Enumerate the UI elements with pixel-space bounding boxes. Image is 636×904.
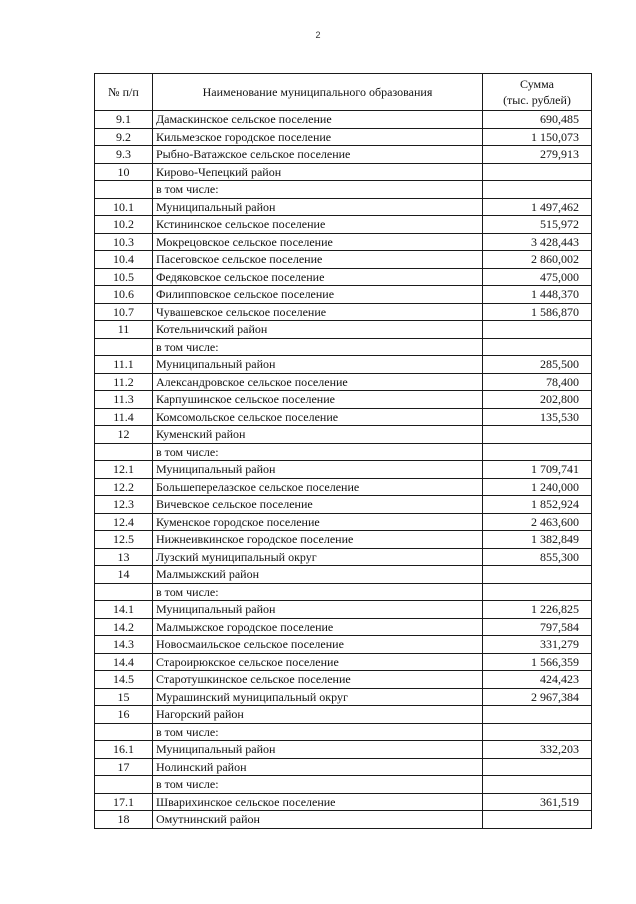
row-name: Котельничский район — [153, 321, 483, 339]
row-name: Карпушинское сельское поселение — [153, 391, 483, 409]
table-row — [95, 618, 592, 636]
table-row — [95, 391, 592, 409]
table-row — [95, 338, 592, 356]
row-sum: 1 382,849 — [483, 531, 592, 549]
row-number: 13 — [95, 548, 153, 566]
row-sum: 3 428,443 — [483, 233, 592, 251]
table-row — [95, 443, 592, 461]
row-name: Рыбно-Ватажское сельское поселение — [153, 146, 483, 164]
row-name: Федяковское сельское поселение — [153, 268, 483, 286]
table-header-row — [95, 74, 592, 111]
row-number: 11.4 — [95, 408, 153, 426]
table-row — [95, 636, 592, 654]
row-number: 9.2 — [95, 128, 153, 146]
row-sum: 1 497,462 — [483, 198, 592, 216]
row-number: 10.3 — [95, 233, 153, 251]
row-sum: 2 463,600 — [483, 513, 592, 531]
row-name: в том числе: — [153, 583, 483, 601]
table-row — [95, 426, 592, 444]
row-number: 10 — [95, 163, 153, 181]
row-name: Кирово-Чепецкий район — [153, 163, 483, 181]
row-name: Куменский район — [153, 426, 483, 444]
row-name: в том числе: — [153, 723, 483, 741]
row-sum: 1 852,924 — [483, 496, 592, 514]
row-sum: 279,913 — [483, 146, 592, 164]
row-name: Шварихинское сельское поселение — [153, 793, 483, 811]
table-row — [95, 758, 592, 776]
row-name: Омутнинский район — [153, 811, 483, 829]
row-number: 14.2 — [95, 618, 153, 636]
row-sum: 2 967,384 — [483, 688, 592, 706]
row-name: Малмыжское городское поселение — [153, 618, 483, 636]
row-name: Кильмезское городское поселение — [153, 128, 483, 146]
table-row — [95, 408, 592, 426]
row-number — [95, 338, 153, 356]
table-row — [95, 251, 592, 269]
row-sum — [483, 776, 592, 794]
row-number: 12.2 — [95, 478, 153, 496]
row-number: 14.5 — [95, 671, 153, 689]
table-row — [95, 461, 592, 479]
row-name: Чувашевское сельское поселение — [153, 303, 483, 321]
table-row — [95, 811, 592, 829]
header-sum-line1: Сумма — [520, 77, 554, 91]
table-row — [95, 111, 592, 129]
row-sum: 424,423 — [483, 671, 592, 689]
row-sum — [483, 426, 592, 444]
row-number: 14.3 — [95, 636, 153, 654]
row-number — [95, 443, 153, 461]
table-row — [95, 233, 592, 251]
table-row — [95, 373, 592, 391]
row-number: 16 — [95, 706, 153, 724]
row-number: 11.1 — [95, 356, 153, 374]
row-sum — [483, 723, 592, 741]
row-number: 17 — [95, 758, 153, 776]
row-name: Комсомольское сельское поселение — [153, 408, 483, 426]
row-sum: 855,300 — [483, 548, 592, 566]
row-number: 14.4 — [95, 653, 153, 671]
table-row — [95, 793, 592, 811]
row-number: 12 — [95, 426, 153, 444]
row-sum: 1 448,370 — [483, 286, 592, 304]
row-sum: 1 150,073 — [483, 128, 592, 146]
table-row — [95, 356, 592, 374]
row-name: Новосмаильское сельское поселение — [153, 636, 483, 654]
table-row — [95, 513, 592, 531]
row-name: Александровское сельское поселение — [153, 373, 483, 391]
row-name: в том числе: — [153, 776, 483, 794]
row-sum: 361,519 — [483, 793, 592, 811]
row-sum: 515,972 — [483, 216, 592, 234]
table-row — [95, 286, 592, 304]
table-row — [95, 776, 592, 794]
row-name: Нагорский район — [153, 706, 483, 724]
table-row — [95, 741, 592, 759]
table-row — [95, 181, 592, 199]
row-name: Мурашинский муниципальный округ — [153, 688, 483, 706]
row-name: Муниципальный район — [153, 461, 483, 479]
row-name: Нижнеивкинское городское поселение — [153, 531, 483, 549]
header-number: № п/п — [95, 74, 153, 111]
row-sum: 475,000 — [483, 268, 592, 286]
row-name: Староирюкское сельское поселение — [153, 653, 483, 671]
row-name: Лузский муниципальный округ — [153, 548, 483, 566]
row-sum: 331,279 — [483, 636, 592, 654]
row-number: 9.3 — [95, 146, 153, 164]
row-number: 17.1 — [95, 793, 153, 811]
table-row — [95, 163, 592, 181]
row-sum — [483, 321, 592, 339]
row-sum: 1 240,000 — [483, 478, 592, 496]
row-number: 10.6 — [95, 286, 153, 304]
table-row — [95, 531, 592, 549]
row-sum: 78,400 — [483, 373, 592, 391]
row-number: 11.2 — [95, 373, 153, 391]
row-number: 12.3 — [95, 496, 153, 514]
row-sum: 1 586,870 — [483, 303, 592, 321]
table-row — [95, 146, 592, 164]
table-row — [95, 706, 592, 724]
table-row — [95, 723, 592, 741]
row-sum — [483, 811, 592, 829]
row-number: 10.7 — [95, 303, 153, 321]
row-sum: 1 226,825 — [483, 601, 592, 619]
row-sum — [483, 758, 592, 776]
table-row — [95, 128, 592, 146]
row-number: 10.5 — [95, 268, 153, 286]
row-sum: 285,500 — [483, 356, 592, 374]
table-row — [95, 268, 592, 286]
row-number: 11 — [95, 321, 153, 339]
row-number: 10.2 — [95, 216, 153, 234]
row-number: 10.1 — [95, 198, 153, 216]
row-sum: 1 566,359 — [483, 653, 592, 671]
row-number: 12.4 — [95, 513, 153, 531]
row-sum — [483, 443, 592, 461]
header-name: Наименование муниципального образования — [153, 74, 483, 111]
row-name: Куменское городское поселение — [153, 513, 483, 531]
page-number: 2 — [315, 30, 321, 40]
row-name: Малмыжский район — [153, 566, 483, 584]
table-body — [95, 111, 592, 829]
table-row — [95, 216, 592, 234]
row-name: Мокрецовское сельское поселение — [153, 233, 483, 251]
row-number: 9.1 — [95, 111, 153, 129]
municipal-sums-table — [94, 73, 592, 829]
row-sum — [483, 338, 592, 356]
row-name: Муниципальный район — [153, 741, 483, 759]
row-number — [95, 776, 153, 794]
row-sum — [483, 706, 592, 724]
row-number: 14 — [95, 566, 153, 584]
row-sum — [483, 583, 592, 601]
row-number: 12.5 — [95, 531, 153, 549]
row-name: в том числе: — [153, 338, 483, 356]
row-number: 12.1 — [95, 461, 153, 479]
row-number: 16.1 — [95, 741, 153, 759]
row-name: Филипповское сельское поселение — [153, 286, 483, 304]
row-name: Муниципальный район — [153, 198, 483, 216]
table-row — [95, 566, 592, 584]
header-sum-line2: (тыс. рублей) — [503, 93, 571, 107]
row-number: 10.4 — [95, 251, 153, 269]
table-row — [95, 688, 592, 706]
row-sum: 332,203 — [483, 741, 592, 759]
row-sum — [483, 181, 592, 199]
header-sum — [483, 74, 592, 111]
row-sum: 135,530 — [483, 408, 592, 426]
row-name: Муниципальный район — [153, 356, 483, 374]
table-row — [95, 478, 592, 496]
row-sum — [483, 163, 592, 181]
row-name: Вичевское сельское поселение — [153, 496, 483, 514]
row-number: 11.3 — [95, 391, 153, 409]
row-name: в том числе: — [153, 443, 483, 461]
row-name: Нолинский район — [153, 758, 483, 776]
row-number: 15 — [95, 688, 153, 706]
table-row — [95, 303, 592, 321]
row-sum: 797,584 — [483, 618, 592, 636]
row-sum: 2 860,002 — [483, 251, 592, 269]
table-row — [95, 496, 592, 514]
table-row — [95, 601, 592, 619]
row-name: Большеперелазское сельское поселение — [153, 478, 483, 496]
row-name: Пасеговское сельское поселение — [153, 251, 483, 269]
row-sum: 690,485 — [483, 111, 592, 129]
row-number — [95, 583, 153, 601]
table-row — [95, 548, 592, 566]
row-number — [95, 181, 153, 199]
row-name: Кстининское сельское поселение — [153, 216, 483, 234]
row-sum: 1 709,741 — [483, 461, 592, 479]
table-row — [95, 653, 592, 671]
row-sum: 202,800 — [483, 391, 592, 409]
row-number: 14.1 — [95, 601, 153, 619]
row-name: в том числе: — [153, 181, 483, 199]
table-row — [95, 321, 592, 339]
table-row — [95, 583, 592, 601]
row-name: Старотушкинское сельское поселение — [153, 671, 483, 689]
row-sum — [483, 566, 592, 584]
row-number: 18 — [95, 811, 153, 829]
row-number — [95, 723, 153, 741]
row-name: Дамаскинское сельское поселение — [153, 111, 483, 129]
table-row — [95, 671, 592, 689]
table-row — [95, 198, 592, 216]
row-name: Муниципальный район — [153, 601, 483, 619]
